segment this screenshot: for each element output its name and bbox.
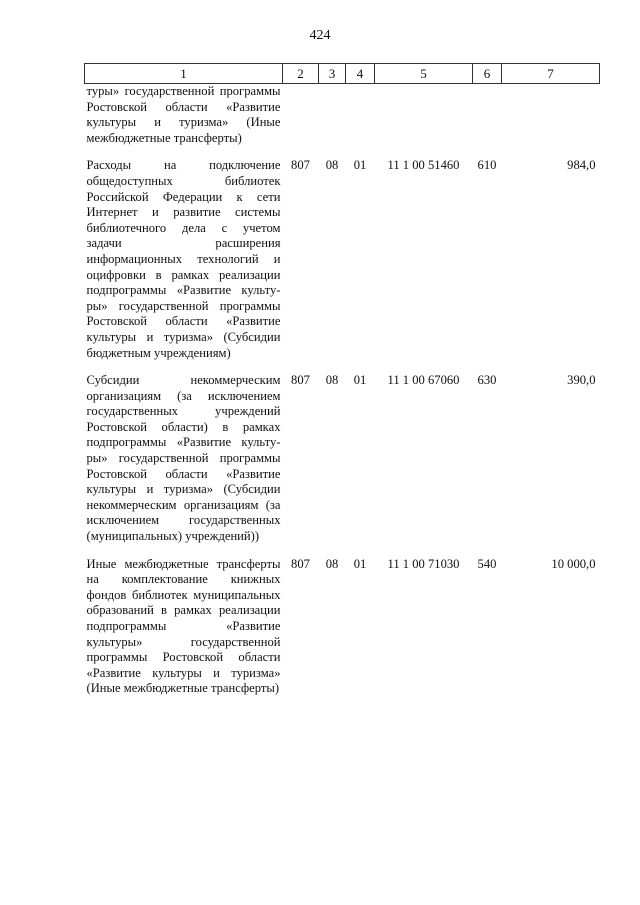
row-admin-code: 807	[291, 373, 310, 388]
table-row	[85, 84, 600, 159]
row-expense-type	[473, 84, 502, 159]
row-description: Иные межбюджетные трансферты на комплектование книжных фондов библиотек муниципальных образований в рамках реализации подпрограммы «Развитие культуры» государственной программы Ростовской области «Развитие культуры и туризма» (Иные межбюджетные трансферты)	[86, 556, 281, 696]
table-body	[85, 84, 600, 697]
row-target-article	[375, 84, 473, 159]
header-col-7: 7	[502, 64, 600, 84]
table-row	[85, 373, 600, 557]
row-description: туры» государственной программы Ростовской области «Развитие культуры и туризма» (Иные межбюджетные трансферты)	[86, 84, 281, 145]
table-row	[85, 158, 600, 373]
header-col-3: 3	[319, 64, 346, 84]
header-col-6: 6	[473, 64, 502, 84]
header-col-4: 4	[346, 64, 375, 84]
row-description: Субсидии некоммерческим организациям (за исключением государственных учреждений Ростовской области) в рамках подпрограммы «Развитие культуры» государственной программы Ростовской области «Развитие культуры и туризма» (Субсидии некоммерческим организациям (за исключением государственных (муниципальных) учреждений))	[86, 373, 281, 544]
row-admin-code: 807	[291, 556, 310, 571]
row-expense-type: 610	[477, 158, 497, 173]
row-section: 08	[325, 158, 339, 173]
page-number: 424	[309, 28, 331, 43]
row-amount: 390,0	[567, 373, 596, 388]
row-amount	[502, 84, 600, 159]
row-subsection: 01	[353, 158, 367, 173]
row-admin-code: 807	[291, 158, 310, 173]
row-section: 08	[325, 556, 339, 571]
row-subsection	[346, 84, 375, 159]
table-header	[85, 64, 600, 84]
row-expense-type: 630	[477, 373, 497, 388]
row-subsection: 01	[353, 373, 367, 388]
row-expense-type: 540	[477, 556, 497, 571]
row-target-article: 11 1 00 67060	[387, 373, 460, 388]
header-col-5: 5	[375, 64, 473, 84]
header-row	[85, 64, 600, 84]
row-amount: 10 000,0	[551, 556, 596, 571]
row-target-article: 11 1 00 51460	[387, 158, 460, 173]
row-section	[319, 84, 346, 159]
row-target-article: 11 1 00 71030	[387, 556, 460, 571]
row-subsection: 01	[353, 556, 367, 571]
row-admin-code	[283, 84, 319, 159]
header-col-2: 2	[283, 64, 319, 84]
table-row	[85, 557, 600, 697]
budget-table	[84, 63, 600, 697]
header-col-1: 1	[85, 64, 283, 84]
row-amount: 984,0	[567, 158, 596, 173]
row-description: Расходы на подключение общедоступных библиотек Российской Федерации к сети Интернет и развитие системы библиотечного дела с учетом задачи расширения информационных технологий и оцифровки в рамках реализации подпрограммы «Развитие культуры» государственной программы Ростовской области «Развитие культуры и туризма» (Субсидии бюджетным учреждениям)	[86, 158, 281, 360]
row-section: 08	[325, 373, 339, 388]
